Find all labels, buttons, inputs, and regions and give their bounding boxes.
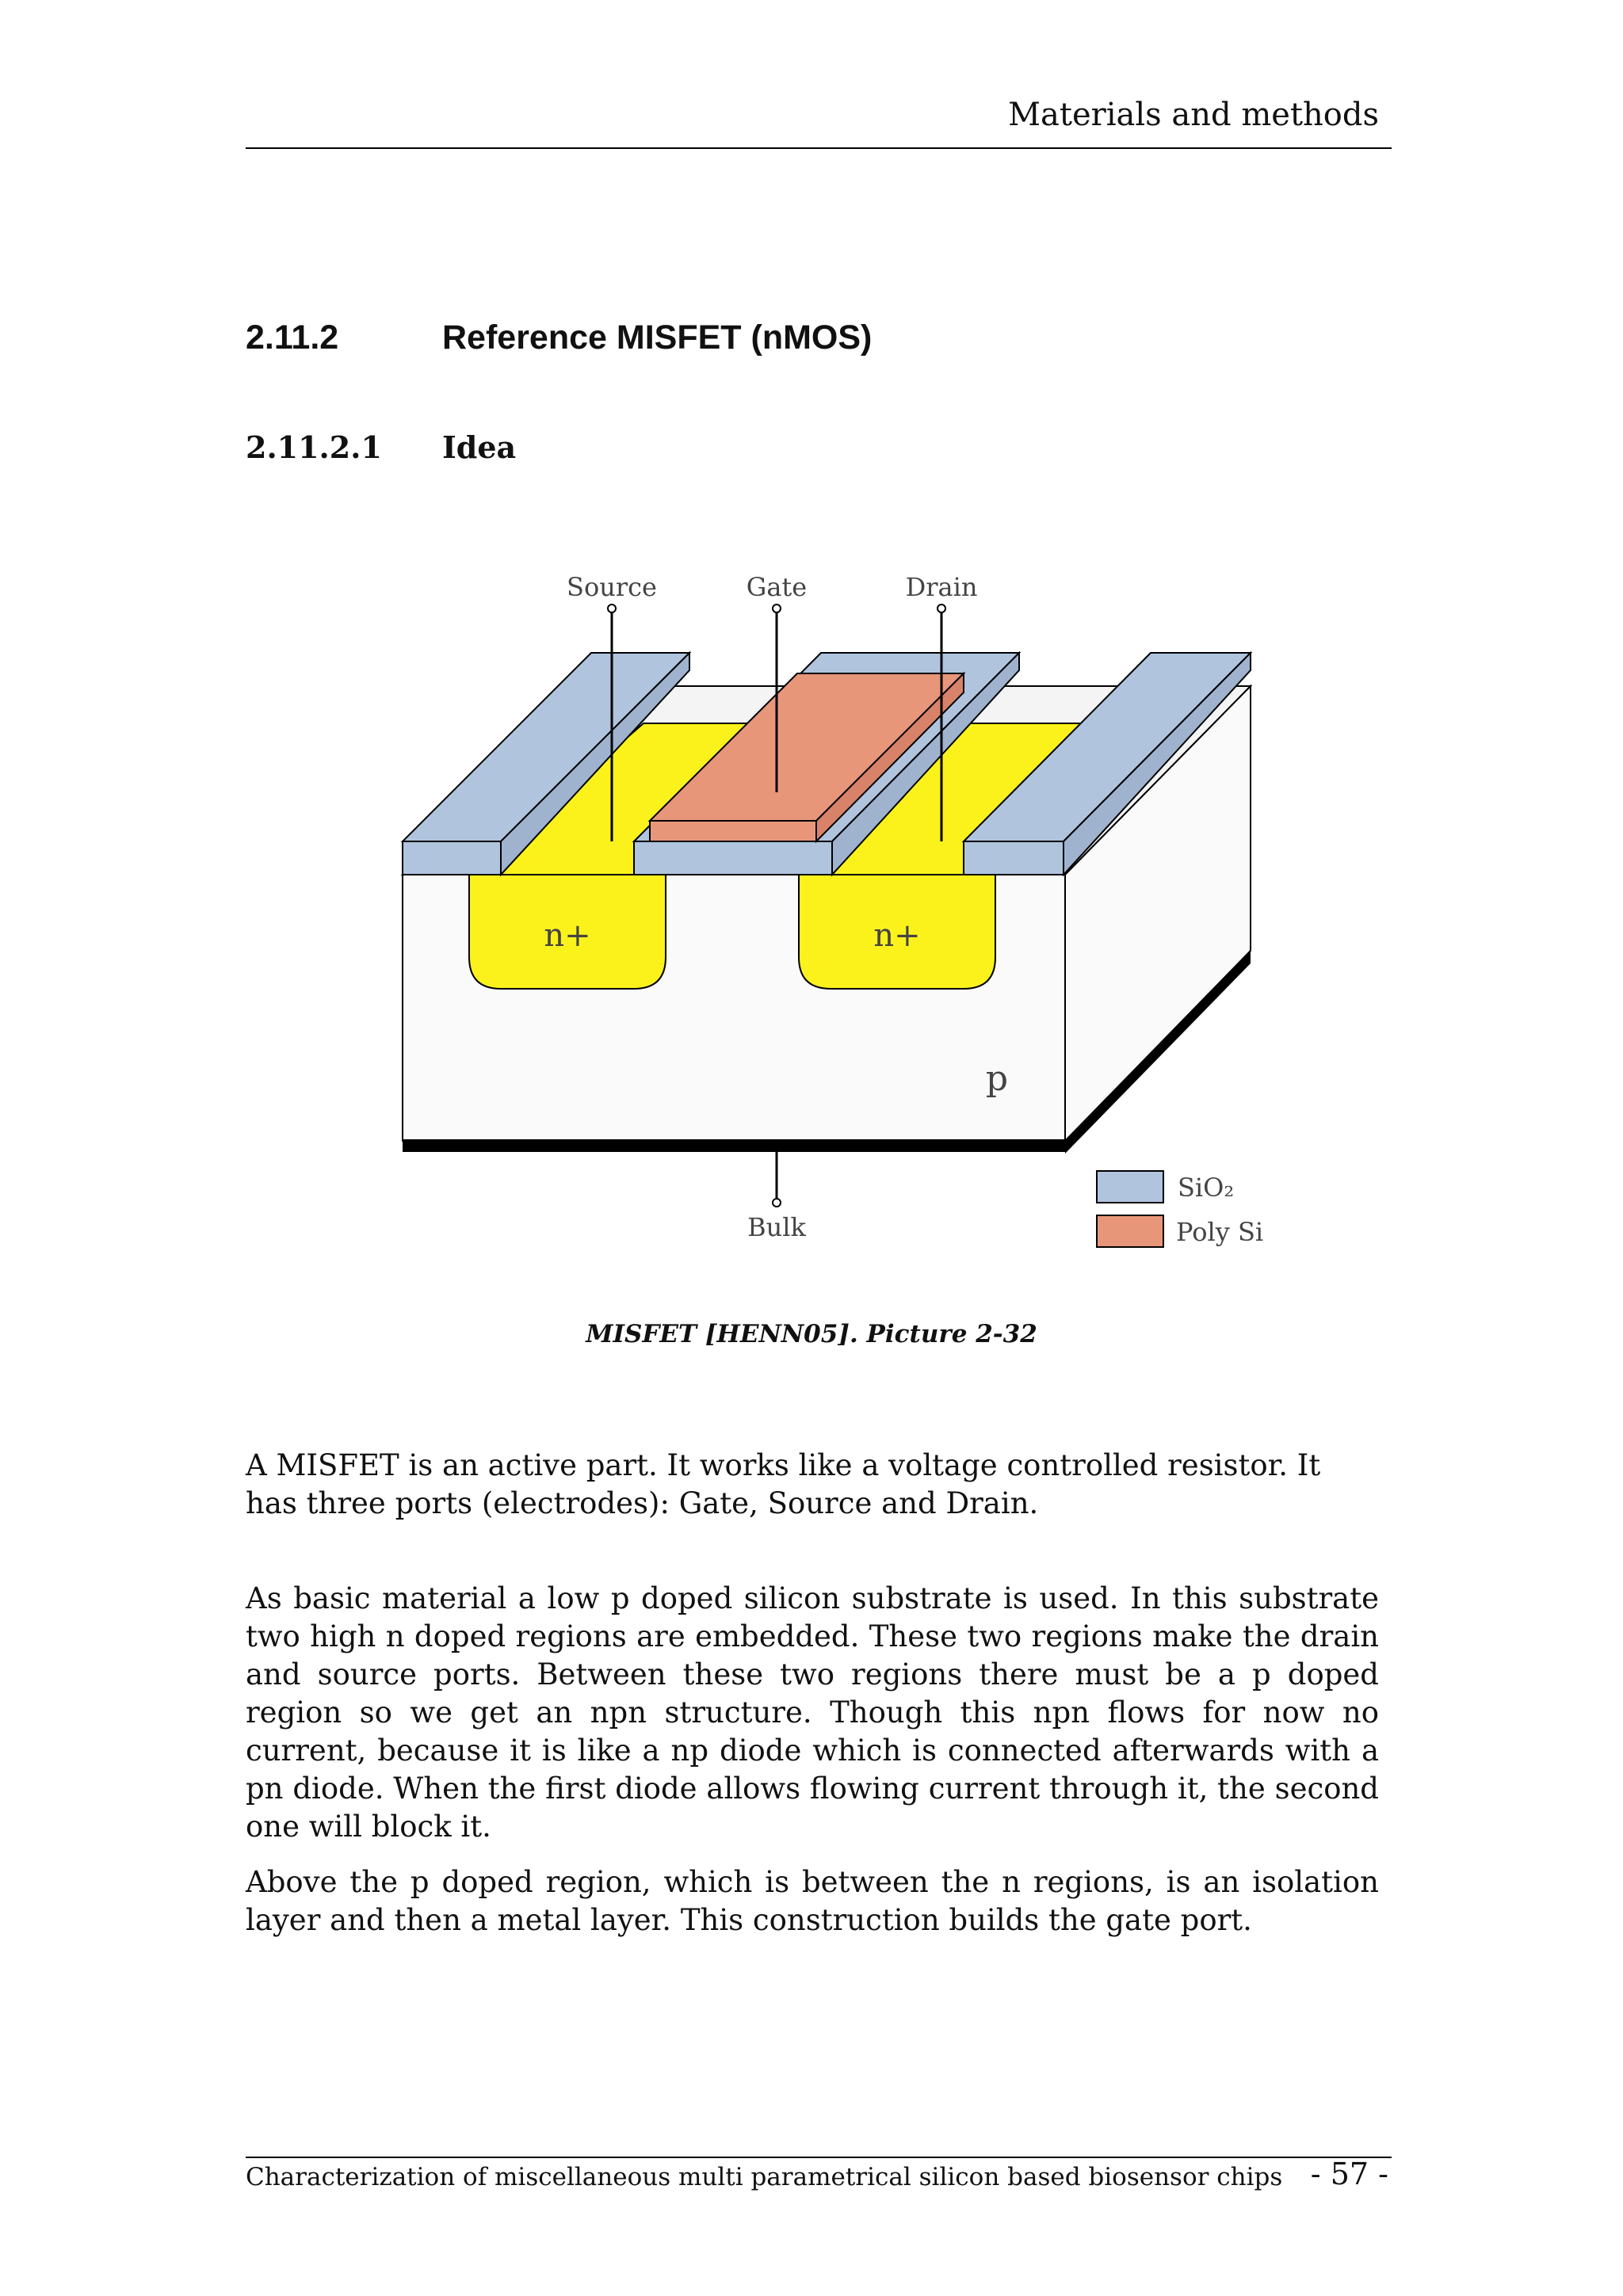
sio2-gate-oxide-front (634, 841, 832, 875)
legend-label-sio2: SiO₂ (1178, 1173, 1235, 1203)
legend-label-polysi: Poly Si (1176, 1217, 1264, 1247)
drain-terminal (938, 605, 945, 612)
section-number: 2.11.2 (246, 318, 339, 357)
legend-swatch-sio2 (1097, 1171, 1163, 1203)
n-plus-label-left: n+ (544, 917, 591, 954)
bulk-label: Bulk (747, 1212, 806, 1242)
subsection-number: 2.11.2.1 (246, 429, 382, 465)
header-title: Materials and methods (1008, 97, 1379, 133)
paragraph-3: Above the p doped region, which is between the n regions, is an isolation layer and then a metal layer. This construction builds the gate port. (246, 1865, 1379, 1937)
gate-terminal (773, 605, 781, 612)
legend-swatch-polysi (1097, 1215, 1163, 1247)
sio2-strip-left-front (403, 841, 501, 875)
footer-rule (246, 2157, 1392, 2158)
paragraph-2: As basic material a low p doped silicon substrate is used. In this substrate two high n doped regions are embedded. These two regions make the drain and source ports. Between these two regions there must be a p doped region so we get an npn structure. Though this npn flows for now no current, because it is like a np diode which is connected afterwards with a pn diode. When the first diode allows flowing current through it, the second one will block it. (246, 1581, 1379, 1844)
bulk-contact (403, 1139, 1065, 1152)
p-substrate-label: p (985, 1058, 1009, 1099)
source-terminal (608, 605, 616, 612)
bulk-terminal (773, 1199, 781, 1207)
footer-title: Characterization of miscellaneous multi parametrical silicon based biosensor chips (246, 2163, 1283, 2191)
polysi-gate-front (650, 821, 816, 841)
page-number: - 57 - (1310, 2157, 1388, 2191)
gate-label: Gate (746, 572, 808, 602)
n-plus-label-right: n+ (873, 917, 921, 954)
section-title: Reference MISFET (nMOS) (442, 318, 873, 357)
subsection-title: Idea (442, 429, 517, 465)
drain-label: Drain (905, 572, 978, 602)
source-label: Source (567, 572, 657, 602)
paragraph-1: A MISFET is an active part. It works like a voltage controlled resistor. It has three ports (electrodes): Gate, Source and Drain. (246, 1448, 1321, 1520)
figure-caption: MISFET [HENN05]. Picture 2-32 (586, 1320, 1037, 1348)
sio2-strip-right-front (964, 841, 1064, 875)
